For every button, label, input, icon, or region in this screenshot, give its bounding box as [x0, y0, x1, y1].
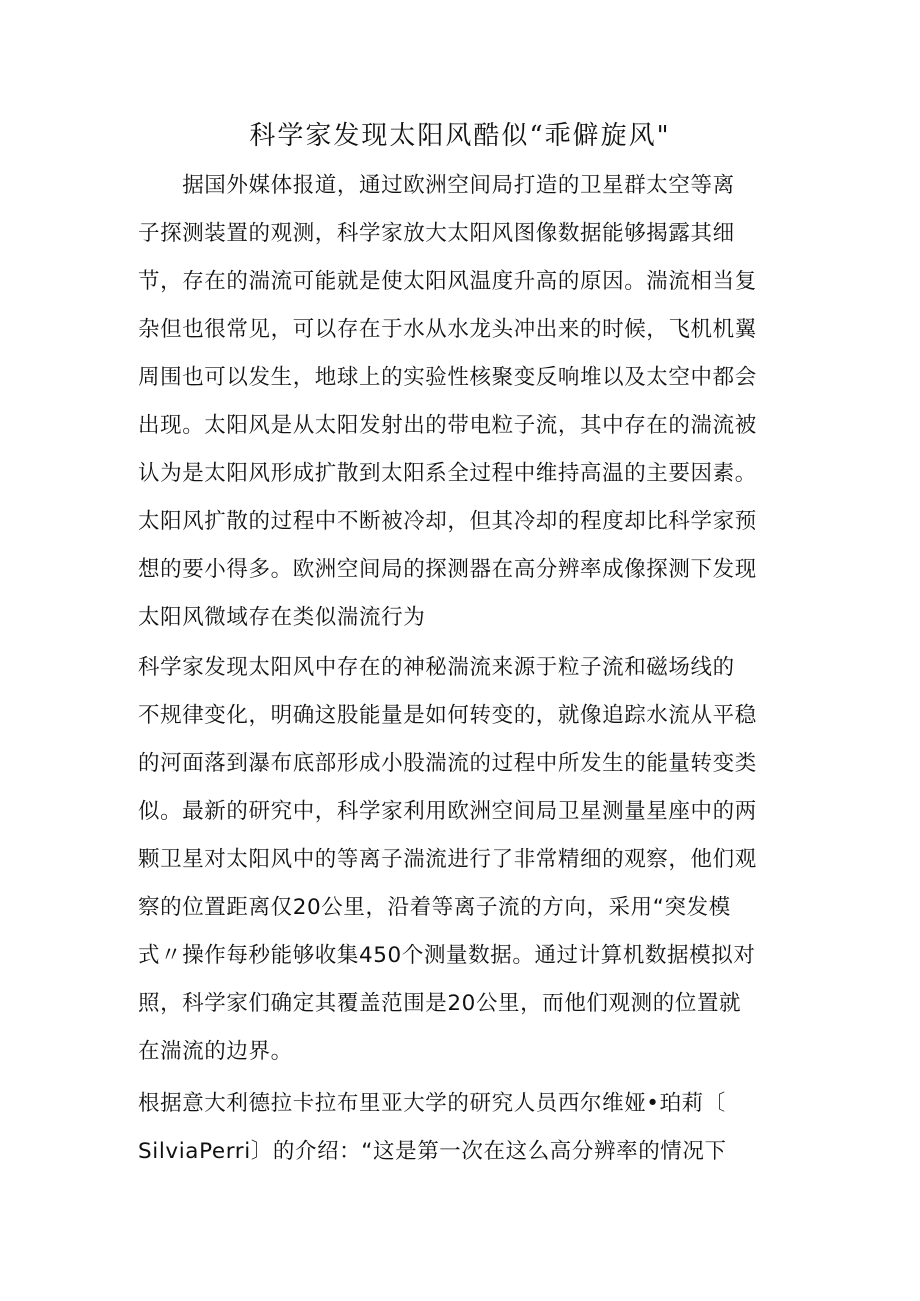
paragraph-2-line: 颗卫星对太阳风中的等离子湍流进行了非常精细的观察，他们观 — [138, 847, 757, 872]
paragraph-1-line: 子探测装置的观测，科学家放大太阳风图像数据能够揭露其细 — [138, 221, 735, 246]
paragraph-2-line: 式〃操作每秒能够收集450个测量数据。通过计算机数据模拟对 — [138, 943, 756, 968]
paragraph-2-line: 的河面落到瀑布底部形成小股湍流的过程中所发生的能量转变类 — [138, 751, 757, 776]
paragraph-2-line: 在湍流的边界。 — [138, 1039, 293, 1064]
document-title: 科学家发现太阳风酷似“乖僻旋风" — [249, 121, 671, 151]
paragraph-2-line: 似。最新的研究中，科学家利用欧洲空间局卫星测量星座中的两 — [138, 799, 757, 824]
paragraph-1-line: 杂但也很常见，可以存在于水从水龙头冲出来的时候，飞机机翼 — [138, 317, 757, 342]
paragraph-1-line: 想的要小得多。欧洲空间局的探测器在高分辨率成像探测下发现 — [138, 557, 757, 582]
paragraph-2-line: 照，科学家们确定其覆盖范围是20公里，而他们观测的位置就 — [138, 991, 742, 1016]
paragraph-1-line: 节，存在的湍流可能就是使太阳风温度升高的原因。湍流相当复 — [138, 269, 757, 294]
paragraph-1-line: 据国外媒体报道，通过欧洲空间局打造的卫星群太空等离 — [138, 173, 735, 198]
paragraph-2-line: 不规律变化，明确这股能量是如何转变的，就像追踪水流从平稳 — [138, 703, 757, 728]
paragraph-1-line: 周围也可以发生，地球上的实验性核聚变反响堆以及太空中都会 — [138, 365, 757, 390]
paragraph-1-line: 太阳风扩散的过程中不断被冷却，但其冷却的程度却比科学家预 — [138, 509, 757, 534]
paragraph-3-line: 根据意大利德拉卡拉布里亚大学的研究人员西尔维娅•珀莉〔 — [138, 1091, 726, 1116]
paragraph-1-line: 认为是太阳风形成扩散到太阳系全过程中维持高温的主要因素。 — [138, 461, 757, 486]
paragraph-2-line: 察的位置距离仅20公里，沿着等离子流的方向，采用“突发模 — [138, 895, 731, 920]
paragraph-1-line: 太阳风微域存在类似湍流行为 — [138, 605, 426, 630]
paragraph-1-line: 出现。太阳风是从太阳发射出的带电粒子流，其中存在的湍流被 — [138, 413, 757, 438]
paragraph-3-line: SilviaPerri〕的介绍：“这是第一次在这么高分辨率的情况下 — [138, 1139, 727, 1164]
paragraph-2-line: 科学家发现太阳风中存在的神秘湍流来源于粒子流和磁场线的 — [138, 655, 735, 680]
